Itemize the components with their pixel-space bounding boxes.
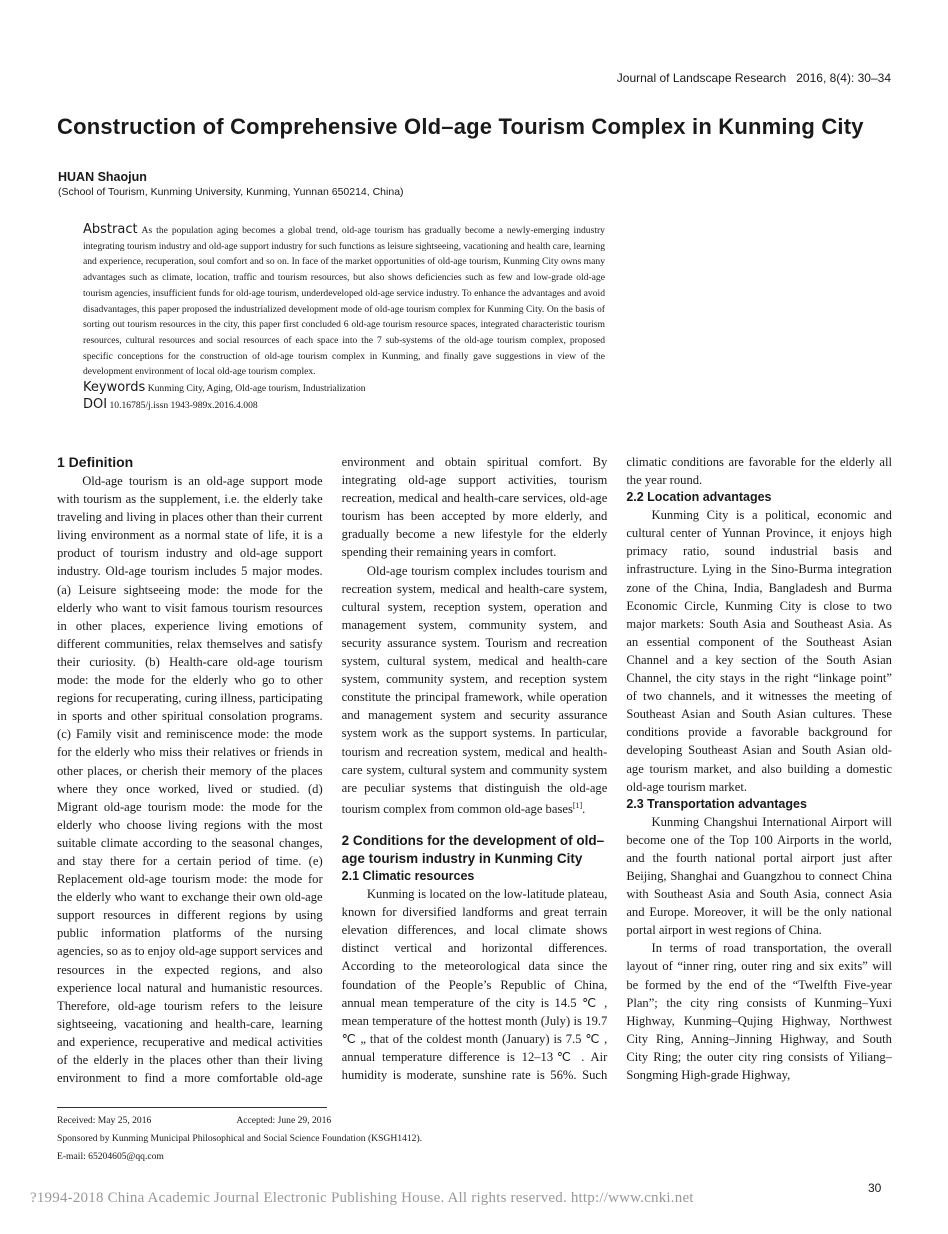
paragraph: In terms of road transportation, the overall layout of “inner ring, outer ring and six exits” will be formed by the end of the “Twelfth Five-year Plan”; the city ring consists of Kunming–Yuxi Highway, Kunming–Qujing Highway, Northwest City Ring, Anning–Jinning Highway, and South City Ring; the outer city ring consists of Yiliang–Songming High-grade Highway, [626,941,892,1082]
sponsor: Sponsored by Kunming Municipal Philosophical and Social Science Foundation (KSGH1412). [57,1133,423,1144]
paragraph: Old-age tourism complex includes tourism and recreation system, medical and health-care system, cultural system, reception system, operation and management system, community system, and security assurance system. Tourism and recreation system, cultural system, medical and health-care system, community system, and reception system constitute the principal framework, while operation and management system and security assurance system work as the support systems. In particular, tourism and recreation system, medical and health-care system, cultural system and community system are peculiar systems that distinguish the old-age tourism complex from common old-age bases[1]. [341,563,608,816]
email: E-mail: 65204605@qq.com [57,1151,164,1162]
footnote-rule [57,1107,327,1108]
keywords: Kunming City, Aging, Old-age tourism, Industrialization [147,383,366,395]
section-heading-conditions: 2 Conditions for the development of old–age tourism industry in Kunming City [341,833,605,867]
page-number: 30 [868,1181,882,1195]
subsection-heading: 2.2 Location advantages [626,490,772,505]
keywords-label: Keywords [83,380,146,396]
paragraph: Kunming Changshui International Airport will become one of the Top 100 Airports in the world, and the fourth national portal airport just after Beijing, Shanghai and Guangzhou to connect China with Southeast Asia and South Asia, connect Asia and Europe. Moreover, it will be the only national portal airport in west regions of China. [626,814,892,938]
author: HUAN Shaojun [58,170,147,184]
citation-ref[interactable]: [1] [572,800,583,810]
dates [57,1115,331,1126]
abstract-text: As the population aging becomes a global trend, old-age tourism has gradually become a newly-emerging industry integrating tourism industry and old-age support industry for such functions as leisure sightseeing, vacationing and health care, learning and experience, recuperation, soul comfort and so on. In face of the market opportunities of old-age tourism, Kunming City owns many advantages such as climate, location, traffic and tourism resources, but also shows deficiencies such as few and low-grade old-age tourism agencies, insufficient funds for old-age tourism, underdeveloped old-age service industry. To enhance the advantages and avoid disadvantages, this paper proposed the industrialized development mode of old-age tourism complex for Kunming City. On the basis of sorting out tourism resources in the city, this paper first concluded 6 old-age tourism resource spaces, integrated characteristic tourism resources, cultural resources and social resources of each space into the 7 sub-systems of the old-age tourism complex, proposed specific conceptions for the construction of old-age tourism complex in Kunming, and finally gave suggestions in view of the development environment of local old-age tourism complex. [83,225,605,378]
copyright-watermark: ?1994-2018 China Academic Journal Electronic Publishing House. All rights reserved. http://www.cnki.net [30,1190,694,1206]
body-text [57,453,892,1103]
journal-header [617,71,891,85]
subsection-heading: 2.3 Transportation advantages [626,796,807,811]
journal-name: Journal of Landscape Research [616,71,787,85]
journal-citation: 2016, 8(4): 30–34 [796,71,891,85]
abstract-label: Abstract [83,222,138,237]
abstract-block [83,222,605,413]
paragraph: Kunming is located on the low-latitude plateau, known for diversified landforms and great terrain elevation differences, and local climate shows distinct vertical and horizontal differences. According to the meteorological data since the foundation of the People’s Republic of China, annual mean temperature of the city is 14.5 ℃ , mean temperature of the hottest month (July) is 19.7 ℃ „ that of the coldest month (January) is 7.5 ℃ , annual temperature difference is 12–13℃ . Air humidity is moderate, sunshine rate is 56%. Such climatic conditions are favorable for the elderly all the year round. [341,455,892,1082]
section-heading-definition: 1 Definition [57,454,134,470]
paper-title: Construction of Comprehensive Old–age Tourism Complex in Kunming City [57,114,864,139]
paragraph: Kunming City is a political, economic and cultural center of Yunnan Province, it enjoys high primacy ratio, sound industrial basis and infrastructure. Lying in the Sino-Burma integration zone of the China, India, Bangladesh and Burma Economic Circle, Kunming City is close to two major markets: South Asia and Southeast Asia. As an essential component of the Southeast Asian Channel and a key section of the South Asian Channel, the city stays in the right “linkage point” of two channels, and it witnesses the meeting of Southeast Asian and South Asian cultures. These conditions provide a favorable background for developing Southeast Asian and South Asian old-age tourism market, and also building a domestic old-age tourism market. [626,508,892,794]
accepted-date: Accepted: June 29, 2016 [236,1115,332,1126]
doi[interactable]: 10.16785/j.issn 1943-989x.2016.4.008 [109,399,258,411]
subsection-heading: 2.1 Climatic resources [341,869,475,884]
received-date: Received: May 25, 2016 [57,1115,152,1126]
doi-label: DOI [83,396,108,412]
paragraph: Old-age tourism is an old-age support mode with tourism as the supplement, i.e. the elderly take traveling and living in places other than their current living environment as a normal state of life, it is a product of tourism industry and old-age support industry. Old-age tourism includes 5 major modes. (a) Leisure sightseeing mode: the mode for the elderly who want to visit famous tourism resources in other places, experience living emotions of different communities, relax themselves and satisfy their curiosity. (b) Health-care old-age tourism mode: the mode for the elderly who go to other regions for recuperating, curing illness, participating in sports and other spiritual consolation programs. (c) Family visit and reminiscence mode: the mode for the elderly who miss their relatives or friends in other places, or cherish their memory of the places where they once worked, lived or studied. (d) Migrant old-age tourism mode: the mode for the elderly who choose living regions with the most suitable climate according to the seasonal changes, and stay there for a certain period of time. (e) Replacement old-age tourism mode: the mode for the elderly who want to exchange their own old-age support resources in different regions by using public information platforms of the nursing agencies, so as to enjoy old-age support services and resources in the expected regions, and also experience local natural and humanistic resources. Therefore, old-age tourism refers to the leisure sightseeing, vacationing and health-care, learning and experience, recuperative and medical activities of the elderly in the places other than their living environment to find a more comfortable old-age environment and obtain spiritual comfort. By integrating old-age support activities, tourism recreation, medical and health-care services, old-age tourism has been accepted by more elderly, and gradually become a new lifestyle for the elderly spending their remaining years in comfort. [57,455,608,1086]
affiliation: (School of Tourism, Kunming University, Kunming, Yunnan 650214, China) [58,186,404,198]
